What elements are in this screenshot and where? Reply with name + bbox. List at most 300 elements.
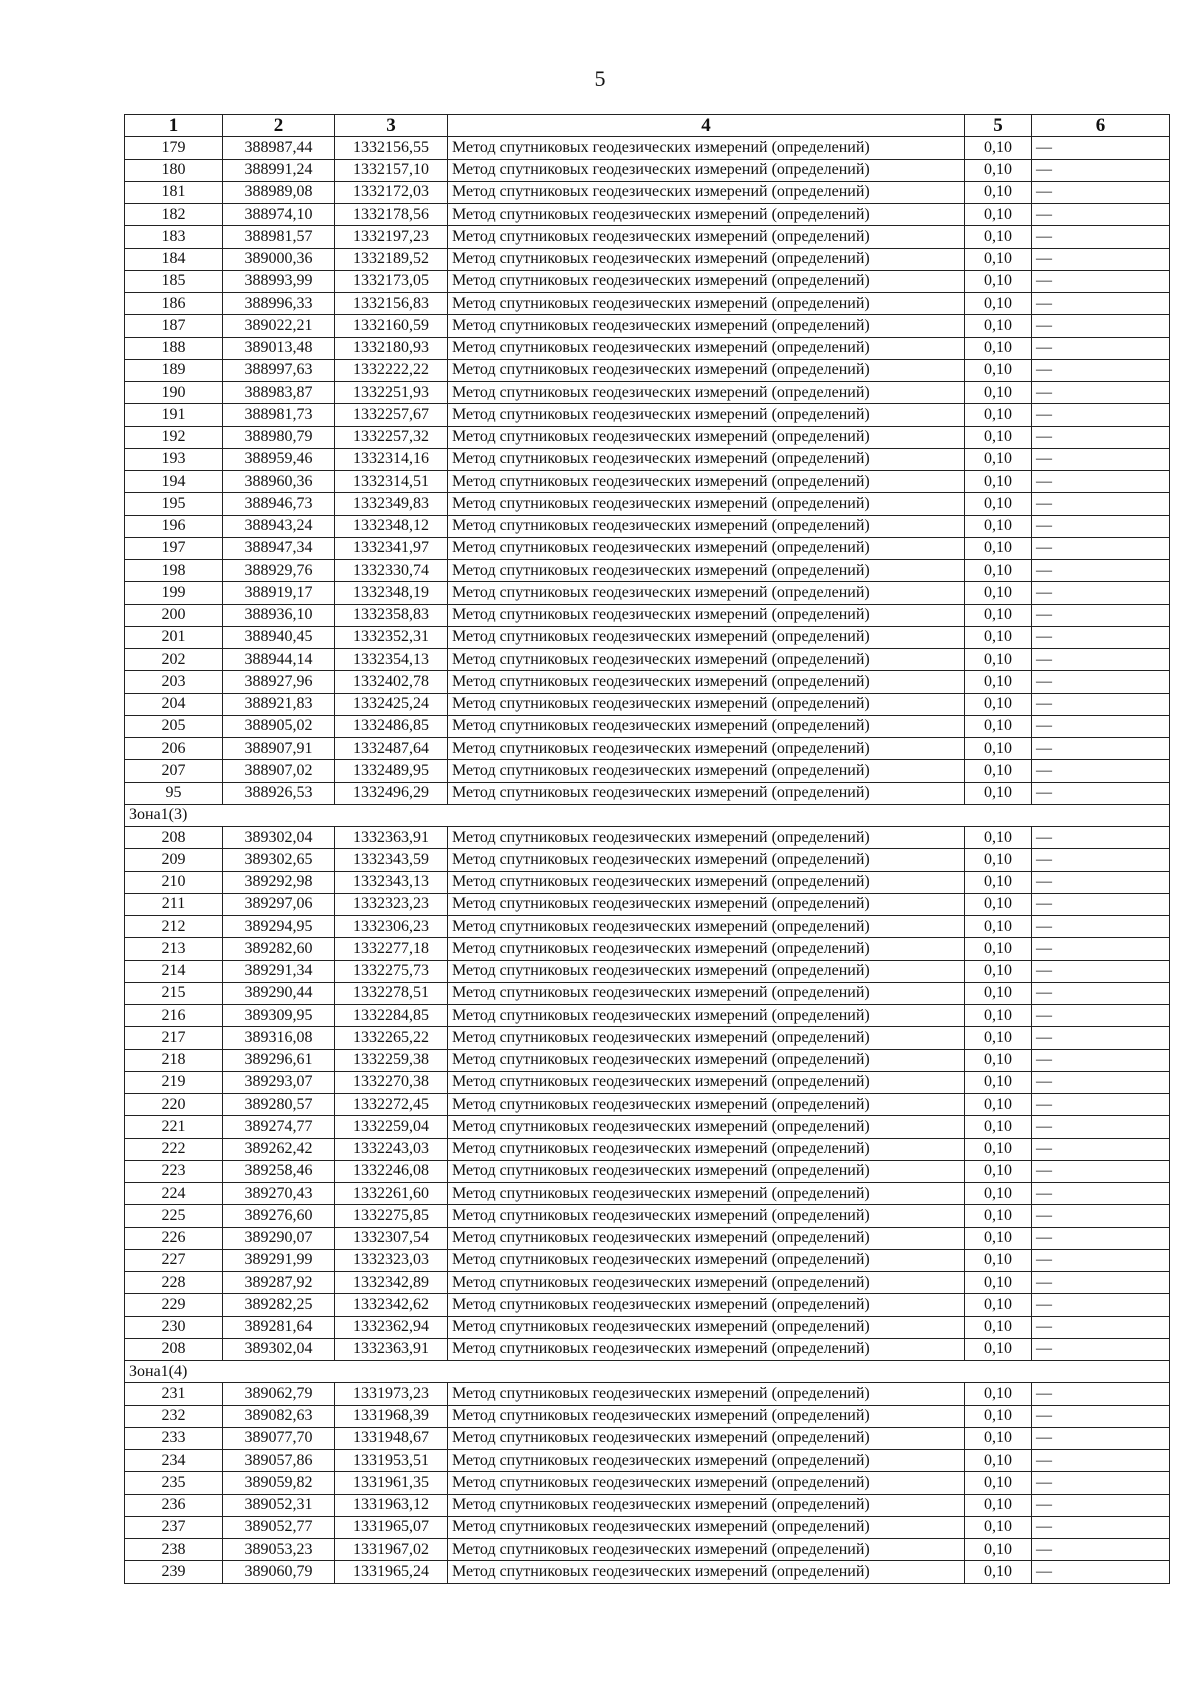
description-cell: —	[1032, 1338, 1170, 1360]
accuracy-cell: 0,10	[965, 1450, 1032, 1472]
coordinate-x: 388936,10	[223, 604, 335, 626]
point-number: 204	[125, 693, 223, 715]
coordinate-x: 389302,65	[223, 849, 335, 871]
table-row	[125, 1427, 1170, 1449]
point-number: 187	[125, 315, 223, 337]
description-cell: —	[1032, 515, 1170, 537]
coordinate-y: 1332489,95	[335, 760, 448, 782]
description-cell: —	[1032, 537, 1170, 559]
coordinate-x: 389293,07	[223, 1071, 335, 1093]
method-cell: Метод спутниковых геодезических измерений (определений)	[448, 560, 965, 582]
coordinate-x: 389274,77	[223, 1116, 335, 1138]
accuracy-cell: 0,10	[965, 1561, 1032, 1583]
point-number: 229	[125, 1294, 223, 1316]
point-number: 228	[125, 1272, 223, 1294]
table-row	[125, 1005, 1170, 1027]
description-cell: —	[1032, 982, 1170, 1004]
coordinate-y: 1332330,74	[335, 560, 448, 582]
description-cell: —	[1032, 1450, 1170, 1472]
description-cell: —	[1032, 426, 1170, 448]
point-number: 203	[125, 671, 223, 693]
coordinates-table	[124, 114, 1170, 1584]
method-cell: Метод спутниковых геодезических измерений (определений)	[448, 515, 965, 537]
accuracy-cell: 0,10	[965, 893, 1032, 915]
table-row	[125, 293, 1170, 315]
method-cell: Метод спутниковых геодезических измерений (определений)	[448, 1027, 965, 1049]
coordinate-y: 1331965,24	[335, 1561, 448, 1583]
accuracy-cell: 0,10	[965, 137, 1032, 159]
coordinate-x: 388921,83	[223, 693, 335, 715]
accuracy-cell: 0,10	[965, 1005, 1032, 1027]
description-cell: —	[1032, 1494, 1170, 1516]
point-number: 185	[125, 270, 223, 292]
description-cell: —	[1032, 1316, 1170, 1338]
description-cell: —	[1032, 671, 1170, 693]
accuracy-cell: 0,10	[965, 1227, 1032, 1249]
table-row	[125, 1516, 1170, 1538]
zone-label: Зона1(3)	[125, 804, 1170, 826]
description-cell: —	[1032, 1472, 1170, 1494]
accuracy-cell: 0,10	[965, 493, 1032, 515]
description-cell: —	[1032, 1294, 1170, 1316]
method-cell: Метод спутниковых геодезических измерений (определений)	[448, 582, 965, 604]
coordinate-x: 389292,98	[223, 871, 335, 893]
coordinate-x: 388907,91	[223, 738, 335, 760]
coordinate-y: 1332314,16	[335, 448, 448, 470]
method-cell: Метод спутниковых геодезических измерений (определений)	[448, 204, 965, 226]
coordinate-x: 388943,24	[223, 515, 335, 537]
coordinate-y: 1332275,85	[335, 1205, 448, 1227]
point-number: 205	[125, 715, 223, 737]
table-row	[125, 849, 1170, 871]
coordinate-y: 1331948,67	[335, 1427, 448, 1449]
coordinate-y: 1332246,08	[335, 1160, 448, 1182]
table-row	[125, 1071, 1170, 1093]
table-row	[125, 1561, 1170, 1583]
table-row	[125, 270, 1170, 292]
method-cell: Метод спутниковых геодезических измерений (определений)	[448, 159, 965, 181]
column-header: 5	[965, 115, 1032, 137]
accuracy-cell: 0,10	[965, 1516, 1032, 1538]
table-row	[125, 537, 1170, 559]
table-row	[125, 938, 1170, 960]
point-number: 219	[125, 1071, 223, 1093]
method-cell: Метод спутниковых геодезических измерений (определений)	[448, 1272, 965, 1294]
description-cell: —	[1032, 1205, 1170, 1227]
coordinate-x: 388905,02	[223, 715, 335, 737]
coordinate-y: 1332348,12	[335, 515, 448, 537]
accuracy-cell: 0,10	[965, 1160, 1032, 1182]
coordinate-y: 1332425,24	[335, 693, 448, 715]
coordinate-x: 389282,60	[223, 938, 335, 960]
table-row	[125, 1316, 1170, 1338]
method-cell: Метод спутниковых геодезических измерений (определений)	[448, 649, 965, 671]
point-number: 183	[125, 226, 223, 248]
point-number: 199	[125, 582, 223, 604]
description-cell: —	[1032, 1071, 1170, 1093]
coordinate-x: 389296,61	[223, 1049, 335, 1071]
table-row	[125, 159, 1170, 181]
accuracy-cell: 0,10	[965, 715, 1032, 737]
point-number: 231	[125, 1383, 223, 1405]
table-row	[125, 515, 1170, 537]
coordinate-x: 389291,99	[223, 1249, 335, 1271]
method-cell: Метод спутниковых геодезических измерений (определений)	[448, 426, 965, 448]
point-number: 197	[125, 537, 223, 559]
zone-label: Зона1(4)	[125, 1361, 1170, 1383]
accuracy-cell: 0,10	[965, 582, 1032, 604]
method-cell: Метод спутниковых геодезических измерений (определений)	[448, 537, 965, 559]
point-number: 215	[125, 982, 223, 1004]
point-number: 181	[125, 181, 223, 203]
coordinate-x: 389297,06	[223, 893, 335, 915]
table-row	[125, 827, 1170, 849]
coordinate-x: 388981,57	[223, 226, 335, 248]
coordinate-y: 1332257,67	[335, 404, 448, 426]
description-cell: —	[1032, 248, 1170, 270]
description-cell: —	[1032, 1427, 1170, 1449]
point-number: 198	[125, 560, 223, 582]
point-number: 206	[125, 738, 223, 760]
accuracy-cell: 0,10	[965, 515, 1032, 537]
coordinate-x: 389309,95	[223, 1005, 335, 1027]
point-number: 193	[125, 448, 223, 470]
accuracy-cell: 0,10	[965, 537, 1032, 559]
column-header: 1	[125, 115, 223, 137]
method-cell: Метод спутниковых геодезических измерений (определений)	[448, 1138, 965, 1160]
accuracy-cell: 0,10	[965, 426, 1032, 448]
point-number: 212	[125, 916, 223, 938]
coordinate-x: 388940,45	[223, 626, 335, 648]
coordinate-y: 1332222,22	[335, 359, 448, 381]
point-number: 214	[125, 960, 223, 982]
description-cell: —	[1032, 916, 1170, 938]
accuracy-cell: 0,10	[965, 181, 1032, 203]
coordinate-y: 1332306,23	[335, 916, 448, 938]
column-header: 6	[1032, 115, 1170, 137]
table-row	[125, 471, 1170, 493]
accuracy-cell: 0,10	[965, 916, 1032, 938]
table-row	[125, 1205, 1170, 1227]
description-cell: —	[1032, 293, 1170, 315]
coordinate-x: 389276,60	[223, 1205, 335, 1227]
method-cell: Метод спутниковых геодезических измерений (определений)	[448, 1539, 965, 1561]
coordinate-x: 389082,63	[223, 1405, 335, 1427]
description-cell: —	[1032, 1049, 1170, 1071]
coordinate-x: 389291,34	[223, 960, 335, 982]
description-cell: —	[1032, 960, 1170, 982]
accuracy-cell: 0,10	[965, 1071, 1032, 1093]
method-cell: Метод спутниковых геодезических измерений (определений)	[448, 1405, 965, 1427]
description-cell: —	[1032, 359, 1170, 381]
method-cell: Метод спутниковых геодезических измерений (определений)	[448, 916, 965, 938]
description-cell: —	[1032, 1249, 1170, 1271]
table-row	[125, 448, 1170, 470]
coordinate-x: 388919,17	[223, 582, 335, 604]
coordinate-y: 1332314,51	[335, 471, 448, 493]
coordinate-y: 1332173,05	[335, 270, 448, 292]
table-row	[125, 1383, 1170, 1405]
method-cell: Метод спутниковых геодезических измерений (определений)	[448, 137, 965, 159]
point-number: 207	[125, 760, 223, 782]
accuracy-cell: 0,10	[965, 1427, 1032, 1449]
description-cell: —	[1032, 1227, 1170, 1249]
coordinate-x: 389281,64	[223, 1316, 335, 1338]
method-cell: Метод спутниковых геодезических измерений (определений)	[448, 982, 965, 1004]
description-cell: —	[1032, 1116, 1170, 1138]
method-cell: Метод спутниковых геодезических измерений (определений)	[448, 1472, 965, 1494]
table-row	[125, 893, 1170, 915]
accuracy-cell: 0,10	[965, 1272, 1032, 1294]
point-number: 222	[125, 1138, 223, 1160]
point-number: 182	[125, 204, 223, 226]
coordinate-y: 1332343,13	[335, 871, 448, 893]
description-cell: —	[1032, 337, 1170, 359]
description-cell: —	[1032, 448, 1170, 470]
method-cell: Метод спутниковых геодезических измерений (определений)	[448, 1338, 965, 1360]
accuracy-cell: 0,10	[965, 982, 1032, 1004]
coordinate-y: 1332349,83	[335, 493, 448, 515]
point-number: 208	[125, 827, 223, 849]
point-number: 225	[125, 1205, 223, 1227]
point-number: 226	[125, 1227, 223, 1249]
accuracy-cell: 0,10	[965, 226, 1032, 248]
point-number: 208	[125, 1338, 223, 1360]
point-number: 186	[125, 293, 223, 315]
accuracy-cell: 0,10	[965, 671, 1032, 693]
method-cell: Метод спутниковых геодезических измерений (определений)	[448, 1249, 965, 1271]
point-number: 188	[125, 337, 223, 359]
accuracy-cell: 0,10	[965, 1094, 1032, 1116]
method-cell: Метод спутниковых геодезических измерений (определений)	[448, 626, 965, 648]
coordinate-y: 1331967,02	[335, 1539, 448, 1561]
accuracy-cell: 0,10	[965, 1116, 1032, 1138]
accuracy-cell: 0,10	[965, 1316, 1032, 1338]
description-cell: —	[1032, 827, 1170, 849]
method-cell: Метод спутниковых геодезических измерений (определений)	[448, 1160, 965, 1182]
description-cell: —	[1032, 604, 1170, 626]
coordinate-x: 388959,46	[223, 448, 335, 470]
point-number: 95	[125, 782, 223, 804]
point-number: 232	[125, 1405, 223, 1427]
description-cell: —	[1032, 1160, 1170, 1182]
coordinate-x: 389294,95	[223, 916, 335, 938]
accuracy-cell: 0,10	[965, 404, 1032, 426]
accuracy-cell: 0,10	[965, 1027, 1032, 1049]
point-number: 191	[125, 404, 223, 426]
accuracy-cell: 0,10	[965, 270, 1032, 292]
coordinate-y: 1332259,04	[335, 1116, 448, 1138]
accuracy-cell: 0,10	[965, 560, 1032, 582]
description-cell: —	[1032, 1183, 1170, 1205]
method-cell: Метод спутниковых геодезических измерений (определений)	[448, 693, 965, 715]
table-row	[125, 1094, 1170, 1116]
description-cell: —	[1032, 382, 1170, 404]
point-number: 201	[125, 626, 223, 648]
table-row	[125, 582, 1170, 604]
method-cell: Метод спутниковых геодезических измерений (определений)	[448, 1205, 965, 1227]
table-row	[125, 315, 1170, 337]
table-row	[125, 782, 1170, 804]
coordinate-y: 1332257,32	[335, 426, 448, 448]
method-cell: Метод спутниковых геодезических измерений (определений)	[448, 1427, 965, 1449]
method-cell: Метод спутниковых геодезических измерений (определений)	[448, 359, 965, 381]
coordinate-x: 389290,44	[223, 982, 335, 1004]
coordinate-y: 1332486,85	[335, 715, 448, 737]
coordinate-x: 388981,73	[223, 404, 335, 426]
point-number: 239	[125, 1561, 223, 1583]
method-cell: Метод спутниковых геодезических измерений (определений)	[448, 1516, 965, 1538]
method-cell: Метод спутниковых геодезических измерений (определений)	[448, 337, 965, 359]
point-number: 213	[125, 938, 223, 960]
accuracy-cell: 0,10	[965, 1249, 1032, 1271]
coordinate-y: 1331965,07	[335, 1516, 448, 1538]
table-row	[125, 404, 1170, 426]
table-row	[125, 359, 1170, 381]
table-row	[125, 1249, 1170, 1271]
point-number: 211	[125, 893, 223, 915]
description-cell: —	[1032, 1405, 1170, 1427]
method-cell: Метод спутниковых геодезических измерений (определений)	[448, 849, 965, 871]
coordinate-y: 1332251,93	[335, 382, 448, 404]
table-row	[125, 1405, 1170, 1427]
method-cell: Метод спутниковых геодезических измерений (определений)	[448, 1071, 965, 1093]
method-cell: Метод спутниковых геодезических измерений (определений)	[448, 1383, 965, 1405]
table-row	[125, 426, 1170, 448]
accuracy-cell: 0,10	[965, 1494, 1032, 1516]
description-cell: —	[1032, 204, 1170, 226]
coordinate-x: 389053,23	[223, 1539, 335, 1561]
description-cell: —	[1032, 782, 1170, 804]
column-header: 2	[223, 115, 335, 137]
coordinate-y: 1332496,29	[335, 782, 448, 804]
description-cell: —	[1032, 1516, 1170, 1538]
method-cell: Метод спутниковых геодезических измерений (определений)	[448, 938, 965, 960]
table-row	[125, 982, 1170, 1004]
accuracy-cell: 0,10	[965, 649, 1032, 671]
method-cell: Метод спутниковых геодезических измерений (определений)	[448, 1316, 965, 1338]
point-number: 184	[125, 248, 223, 270]
page-number: 5	[594, 66, 606, 91]
method-cell: Метод спутниковых геодезических измерений (определений)	[448, 471, 965, 493]
method-cell: Метод спутниковых геодезических измерений (определений)	[448, 293, 965, 315]
method-cell: Метод спутниковых геодезических измерений (определений)	[448, 404, 965, 426]
table-row	[125, 1450, 1170, 1472]
description-cell: —	[1032, 315, 1170, 337]
coordinate-y: 1332275,73	[335, 960, 448, 982]
table-row	[125, 715, 1170, 737]
accuracy-cell: 0,10	[965, 1183, 1032, 1205]
point-number: 234	[125, 1450, 223, 1472]
table-row	[125, 916, 1170, 938]
accuracy-cell: 0,10	[965, 159, 1032, 181]
accuracy-cell: 0,10	[965, 382, 1032, 404]
table-row	[125, 204, 1170, 226]
description-cell: —	[1032, 1094, 1170, 1116]
coordinate-y: 1332343,59	[335, 849, 448, 871]
table-row	[125, 1138, 1170, 1160]
table-row	[125, 1116, 1170, 1138]
coordinate-x: 389000,36	[223, 248, 335, 270]
coordinate-y: 1332272,45	[335, 1094, 448, 1116]
point-number: 190	[125, 382, 223, 404]
coordinate-x: 389302,04	[223, 1338, 335, 1360]
coordinate-y: 1332197,23	[335, 226, 448, 248]
method-cell: Метод спутниковых геодезических измерений (определений)	[448, 1094, 965, 1116]
accuracy-cell: 0,10	[965, 938, 1032, 960]
coordinate-y: 1332363,91	[335, 1338, 448, 1360]
description-cell: —	[1032, 493, 1170, 515]
table-row	[125, 1160, 1170, 1182]
method-cell: Метод спутниковых геодезических измерений (определений)	[448, 1049, 965, 1071]
point-number: 230	[125, 1316, 223, 1338]
method-cell: Метод спутниковых геодезических измерений (определений)	[448, 1005, 965, 1027]
table-row	[125, 871, 1170, 893]
coordinate-y: 1332352,31	[335, 626, 448, 648]
coordinate-y: 1332270,38	[335, 1071, 448, 1093]
coordinate-x: 388997,63	[223, 359, 335, 381]
description-cell: —	[1032, 270, 1170, 292]
point-number: 218	[125, 1049, 223, 1071]
accuracy-cell: 0,10	[965, 471, 1032, 493]
coordinate-y: 1332172,03	[335, 181, 448, 203]
accuracy-cell: 0,10	[965, 359, 1032, 381]
table-row	[125, 626, 1170, 648]
table-row	[125, 671, 1170, 693]
point-number: 235	[125, 1472, 223, 1494]
method-cell: Метод спутниковых геодезических измерений (определений)	[448, 1183, 965, 1205]
accuracy-cell: 0,10	[965, 248, 1032, 270]
description-cell: —	[1032, 1561, 1170, 1583]
table-row	[125, 1049, 1170, 1071]
column-header: 3	[335, 115, 448, 137]
point-number: 223	[125, 1160, 223, 1182]
table-row	[125, 1272, 1170, 1294]
point-number: 210	[125, 871, 223, 893]
coordinate-y: 1332358,83	[335, 604, 448, 626]
coordinate-x: 388947,34	[223, 537, 335, 559]
point-number: 202	[125, 649, 223, 671]
zone-row	[125, 804, 1170, 826]
description-cell: —	[1032, 1272, 1170, 1294]
point-number: 180	[125, 159, 223, 181]
coordinate-y: 1332402,78	[335, 671, 448, 693]
header-row	[125, 115, 1170, 137]
accuracy-cell: 0,10	[965, 1138, 1032, 1160]
coordinate-x: 389062,79	[223, 1383, 335, 1405]
accuracy-cell: 0,10	[965, 849, 1032, 871]
accuracy-cell: 0,10	[965, 1205, 1032, 1227]
point-number: 224	[125, 1183, 223, 1205]
coordinate-x: 388987,44	[223, 137, 335, 159]
description-cell: —	[1032, 715, 1170, 737]
accuracy-cell: 0,10	[965, 604, 1032, 626]
description-cell: —	[1032, 893, 1170, 915]
method-cell: Метод спутниковых геодезических измерений (определений)	[448, 715, 965, 737]
accuracy-cell: 0,10	[965, 693, 1032, 715]
coordinate-x: 389052,31	[223, 1494, 335, 1516]
coordinate-y: 1332265,22	[335, 1027, 448, 1049]
description-cell: —	[1032, 159, 1170, 181]
description-cell: —	[1032, 649, 1170, 671]
method-cell: Метод спутниковых геодезических измерений (определений)	[448, 960, 965, 982]
method-cell: Метод спутниковых геодезических измерений (определений)	[448, 493, 965, 515]
accuracy-cell: 0,10	[965, 738, 1032, 760]
coordinate-y: 1332189,52	[335, 248, 448, 270]
accuracy-cell: 0,10	[965, 1338, 1032, 1360]
coordinate-x: 389270,43	[223, 1183, 335, 1205]
point-number: 220	[125, 1094, 223, 1116]
